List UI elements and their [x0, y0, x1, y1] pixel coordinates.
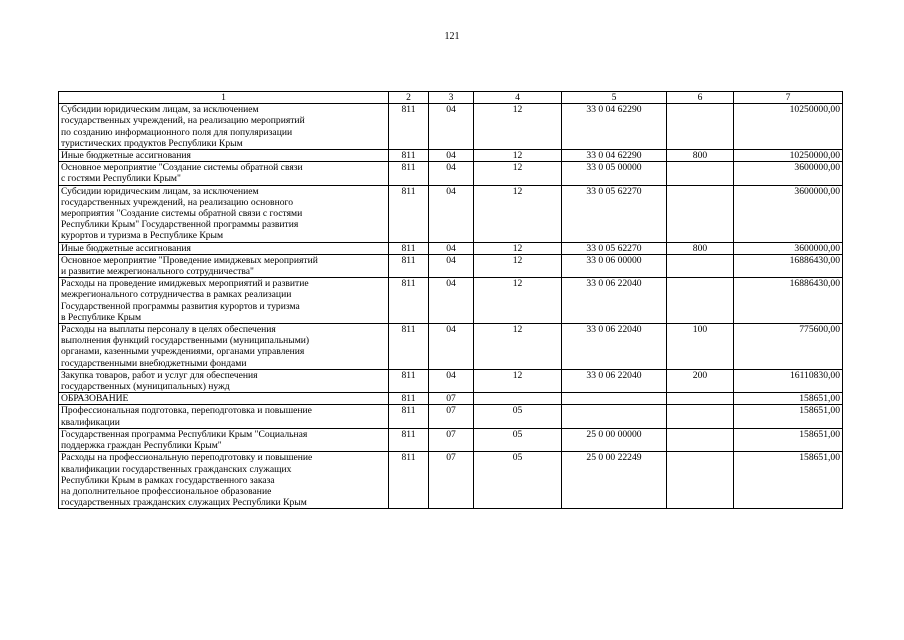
- row-section-code: 07: [429, 428, 474, 451]
- row-name-line: Государственная программа Республики Крым "Социальная: [61, 428, 308, 440]
- header-col-3: 3: [429, 92, 474, 104]
- table-row: [59, 405, 843, 428]
- row-name-line: мероприятия "Создание системы обратной связи с гостями: [61, 208, 303, 220]
- row-amount: 158651,00: [734, 405, 843, 428]
- table-row: [59, 369, 843, 392]
- row-ved-code: 811: [389, 393, 429, 405]
- row-name: [59, 150, 389, 162]
- row-expense-type: [667, 428, 734, 451]
- row-name-line: квалификации: [61, 416, 120, 428]
- row-amount: 10250000,00: [734, 150, 843, 162]
- row-section-code: 04: [429, 150, 474, 162]
- row-name: [59, 428, 389, 451]
- row-subsection-code: [474, 393, 562, 405]
- row-subsection-code: 12: [474, 324, 562, 370]
- row-target-code: 25 0 00 22249: [562, 452, 667, 509]
- row-name-line: Субсидии юридическим лицам, за исключением: [61, 185, 259, 197]
- row-name-line: государственными внебюджетными фондами: [61, 357, 247, 369]
- row-name-line: Основное мероприятие "Проведение имиджевых мероприятий: [61, 254, 318, 266]
- row-name-line: туристических продуктов Республики Крым: [61, 137, 243, 149]
- row-name-line: Расходы на проведение имиджевых мероприятий и развитие: [61, 278, 309, 290]
- row-target-code: 33 0 05 00000: [562, 162, 667, 185]
- row-name: [59, 162, 389, 185]
- header-row: [59, 92, 843, 104]
- row-amount: 16886430,00: [734, 278, 843, 324]
- row-name-line: Основное мероприятие "Создание системы обратной связи: [61, 162, 303, 174]
- table-body: [59, 92, 843, 509]
- row-ved-code: 811: [389, 242, 429, 254]
- row-name-line: Иные бюджетные ассигнования: [61, 150, 191, 162]
- row-name: [59, 393, 389, 405]
- row-amount: 158651,00: [734, 393, 843, 405]
- row-subsection-code: 05: [474, 452, 562, 509]
- row-subsection-code: 05: [474, 428, 562, 451]
- row-name-line: Профессиональная подготовка, переподготовка и повышение: [61, 405, 312, 417]
- row-name: [59, 278, 389, 324]
- row-ved-code: 811: [389, 428, 429, 451]
- row-target-code: 33 0 06 00000: [562, 254, 667, 277]
- row-expense-type: [667, 254, 734, 277]
- table-row: [59, 254, 843, 277]
- row-expense-type: 100: [667, 324, 734, 370]
- row-subsection-code: 05: [474, 405, 562, 428]
- row-name-line: по созданию информационного поля для популяризации: [61, 126, 293, 138]
- row-section-code: 04: [429, 369, 474, 392]
- row-expense-type: [667, 162, 734, 185]
- row-amount: 16110830,00: [734, 369, 843, 392]
- row-amount: 16886430,00: [734, 254, 843, 277]
- row-expense-type: [667, 452, 734, 509]
- row-name: [59, 452, 389, 509]
- table-row: [59, 428, 843, 451]
- table-row: [59, 452, 843, 509]
- row-name-line: выполнения функций государственными (муниципальными): [61, 335, 310, 347]
- row-name: [59, 405, 389, 428]
- header-col-2: 2: [389, 92, 429, 104]
- row-section-code: 04: [429, 185, 474, 242]
- row-name: [59, 369, 389, 392]
- row-target-code: 33 0 06 22040: [562, 278, 667, 324]
- header-col-5: 5: [562, 92, 667, 104]
- row-subsection-code: 12: [474, 162, 562, 185]
- row-expense-type: 800: [667, 242, 734, 254]
- row-name-line: на дополнительное профессиональное образование: [61, 485, 272, 497]
- row-target-code: 33 0 05 62270: [562, 242, 667, 254]
- row-target-code: 33 0 06 22040: [562, 369, 667, 392]
- row-name-line: Иные бюджетные ассигнования: [61, 242, 191, 254]
- header-col-7: 7: [734, 92, 843, 104]
- row-section-code: 04: [429, 242, 474, 254]
- row-name-line: с гостями Республики Крым": [61, 173, 181, 185]
- row-ved-code: 811: [389, 185, 429, 242]
- row-subsection-code: 12: [474, 242, 562, 254]
- row-amount: 158651,00: [734, 428, 843, 451]
- row-name-line: в Республике Крым: [61, 311, 142, 323]
- row-expense-type: [667, 104, 734, 150]
- table-row: [59, 104, 843, 150]
- row-ved-code: 811: [389, 162, 429, 185]
- row-amount: 3600000,00: [734, 242, 843, 254]
- row-subsection-code: 12: [474, 369, 562, 392]
- table-row: [59, 185, 843, 242]
- page-number: 121: [444, 31, 460, 42]
- row-ved-code: 811: [389, 278, 429, 324]
- row-name-line: Субсидии юридическим лицам, за исключением: [61, 104, 259, 116]
- header-col-6: 6: [667, 92, 734, 104]
- row-name-line: органами, казенными учреждениями, органами управления: [61, 346, 305, 358]
- row-name: [59, 104, 389, 150]
- row-section-code: 07: [429, 452, 474, 509]
- table-row: [59, 393, 843, 405]
- row-name-line: поддержка граждан Республики Крым": [61, 440, 222, 452]
- row-target-code: 25 0 00 00000: [562, 428, 667, 451]
- row-name-line: государственных учреждений, на реализацию основного: [61, 196, 294, 208]
- row-name-line: курортов и туризма в Республике Крым: [61, 230, 224, 242]
- row-subsection-code: 12: [474, 185, 562, 242]
- row-target-code: [562, 393, 667, 405]
- row-section-code: 04: [429, 254, 474, 277]
- row-ved-code: 811: [389, 324, 429, 370]
- row-name: [59, 185, 389, 242]
- row-expense-type: 800: [667, 150, 734, 162]
- row-name-line: государственных учреждений, на реализацию мероприятий: [61, 115, 305, 127]
- row-amount: 10250000,00: [734, 104, 843, 150]
- row-name-line: Расходы на выплаты персоналу в целях обеспечения: [61, 324, 276, 336]
- row-name: [59, 242, 389, 254]
- row-target-code: 33 0 04 62290: [562, 150, 667, 162]
- row-name-line: Расходы на профессиональную переподготовку и повышение: [61, 452, 313, 464]
- row-section-code: 07: [429, 405, 474, 428]
- row-ved-code: 811: [389, 254, 429, 277]
- row-expense-type: [667, 405, 734, 428]
- row-ved-code: 811: [389, 104, 429, 150]
- row-subsection-code: 12: [474, 254, 562, 277]
- table-row: [59, 162, 843, 185]
- row-ved-code: 811: [389, 405, 429, 428]
- row-expense-type: [667, 393, 734, 405]
- row-name-line: государственных гражданских служащих Республики Крым: [61, 497, 307, 509]
- row-amount: 3600000,00: [734, 185, 843, 242]
- row-name: [59, 254, 389, 277]
- table-row: [59, 150, 843, 162]
- table-row: [59, 324, 843, 370]
- table-row: [59, 278, 843, 324]
- row-name-line: и развитие межрегионального сотрудничества": [61, 266, 254, 278]
- table-row: [59, 242, 843, 254]
- row-target-code: [562, 405, 667, 428]
- row-subsection-code: 12: [474, 278, 562, 324]
- row-name-line: Республики Крым в рамках государственного заказа: [61, 474, 275, 486]
- row-expense-type: 200: [667, 369, 734, 392]
- row-amount: 775600,00: [734, 324, 843, 370]
- row-target-code: 33 0 05 62270: [562, 185, 667, 242]
- row-expense-type: [667, 185, 734, 242]
- row-section-code: 07: [429, 393, 474, 405]
- row-name-line: Государственной программы развития курортов и туризма: [61, 300, 300, 312]
- row-name-line: квалификации государственных гражданских служащих: [61, 463, 292, 475]
- row-ved-code: 811: [389, 452, 429, 509]
- header-col-1: 1: [59, 92, 389, 104]
- row-name-line: ОБРАЗОВАНИЕ: [61, 393, 129, 405]
- row-subsection-code: 12: [474, 150, 562, 162]
- row-ved-code: 811: [389, 369, 429, 392]
- row-target-code: 33 0 06 22040: [562, 324, 667, 370]
- row-name-line: Республики Крым" Государственной программы развития: [61, 219, 299, 231]
- row-name: [59, 324, 389, 370]
- budget-table: [58, 91, 843, 509]
- row-target-code: 33 0 04 62290: [562, 104, 667, 150]
- row-section-code: 04: [429, 104, 474, 150]
- row-name-line: Закупка товаров, работ и услуг для обеспечения: [61, 369, 258, 381]
- row-name-line: межрегионального сотрудничества в рамках реализации: [61, 289, 292, 301]
- row-ved-code: 811: [389, 150, 429, 162]
- row-section-code: 04: [429, 278, 474, 324]
- row-section-code: 04: [429, 324, 474, 370]
- row-amount: 3600000,00: [734, 162, 843, 185]
- row-name-line: государственных (муниципальных) нужд: [61, 381, 230, 393]
- row-amount: 158651,00: [734, 452, 843, 509]
- row-subsection-code: 12: [474, 104, 562, 150]
- row-section-code: 04: [429, 162, 474, 185]
- header-col-4: 4: [474, 92, 562, 104]
- row-expense-type: [667, 278, 734, 324]
